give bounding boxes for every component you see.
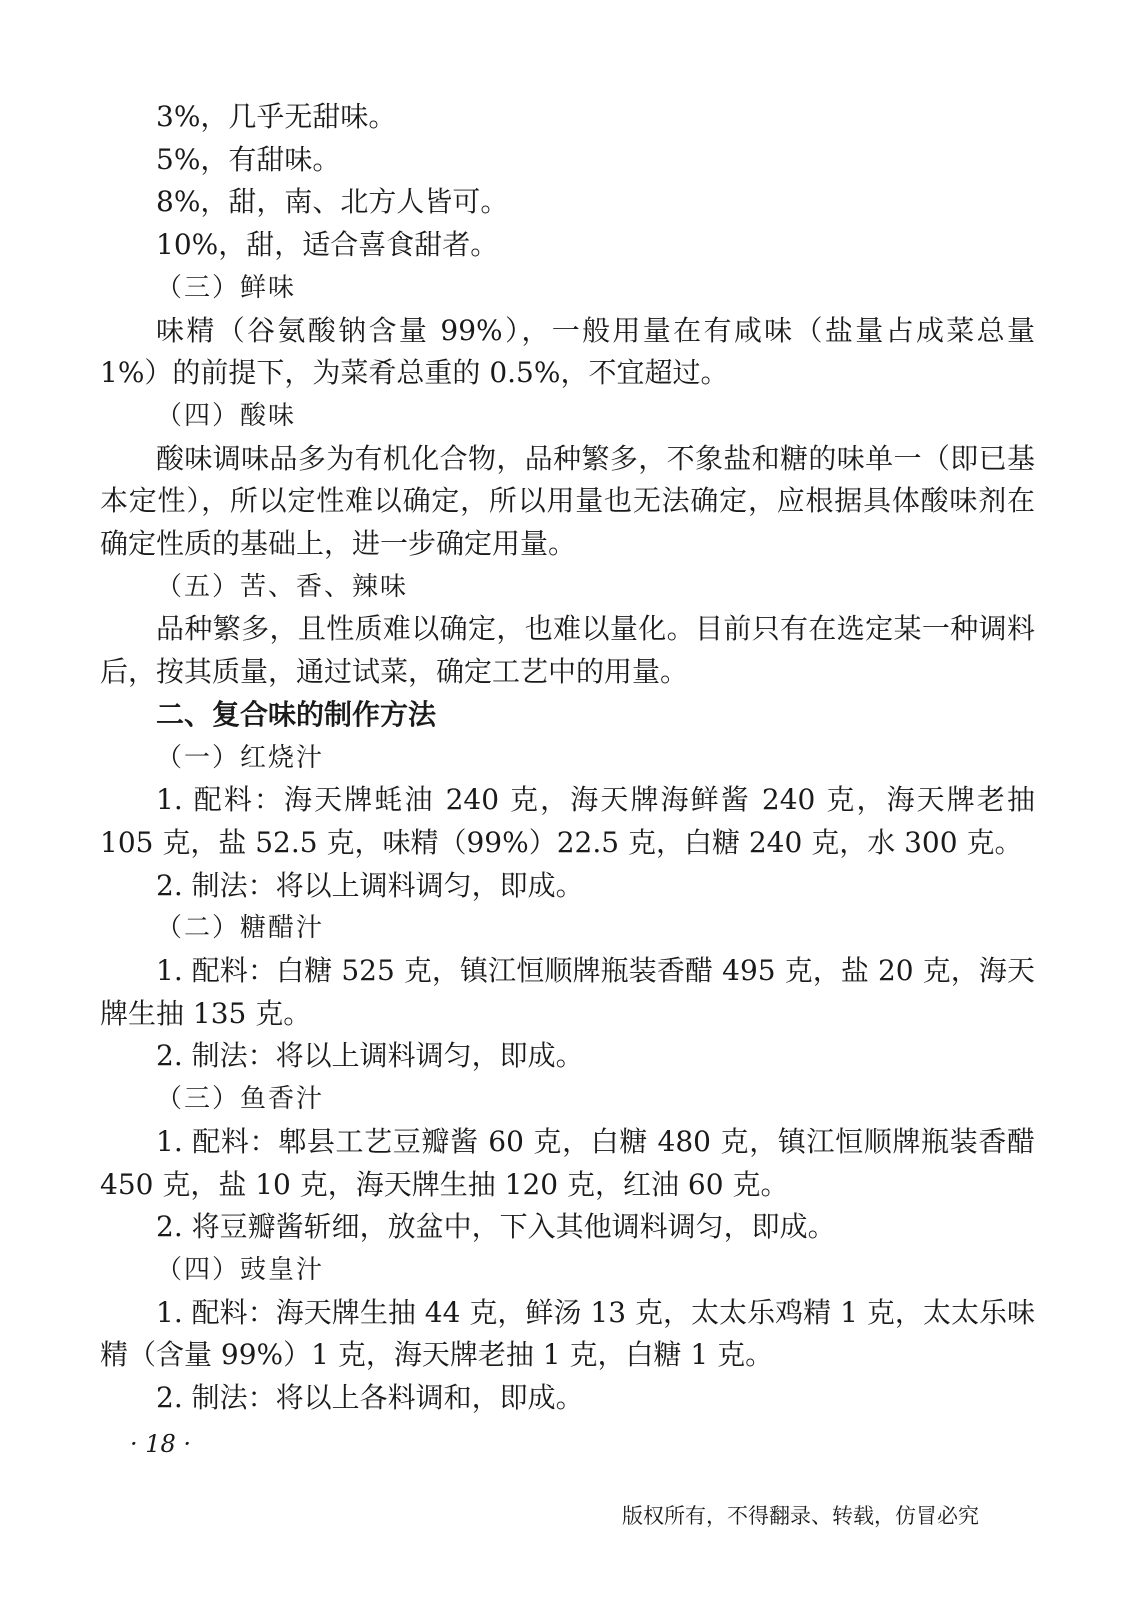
paragraph: 10%，甜，适合喜食甜者。 — [156, 228, 499, 262]
paragraph: 味精（谷氨酸钠含量 99%），一般用量在有咸味（盐量占成菜总量 1%）的前提下，为菜肴总重的 0.5%，不宜超过。 — [100, 313, 1035, 390]
paragraph: 1. 配料：郫县工艺豆瓣酱 60 克，白糖 480 克，镇江恒顺牌瓶装香醋 450 克，盐 10 克，海天牌生抽 120 克，红油 60 克。 — [100, 1124, 1035, 1201]
paragraph: 2. 制法：将以上调料调匀，即成。 — [156, 1039, 584, 1073]
section-heading: （三）鱼香汁 — [156, 1084, 325, 1115]
section-heading: （一）红烧汁 — [156, 742, 325, 773]
paragraph: 2. 制法：将以上调料调匀，即成。 — [156, 868, 584, 902]
section-heading: （五）苦、香、辣味 — [156, 571, 409, 602]
paragraph: 1. 配料：海天牌生抽 44 克，鲜汤 13 克，太太乐鸡精 1 克，太太乐味精（含量 99%）1 克，海天牌老抽 1 克，白糖 1 克。 — [100, 1295, 1035, 1372]
section-heading: （四）酸味 — [156, 400, 297, 431]
section-heading: （三）鲜味 — [156, 272, 297, 303]
paragraph: 1. 配料：白糖 525 克，镇江恒顺牌瓶装香醋 495 克，盐 20 克，海天牌生抽 135 克。 — [100, 954, 1035, 1030]
section-heading: （二）糖醋汁 — [156, 913, 325, 944]
paragraph: 8%，甜，南、北方人皆可。 — [156, 185, 509, 219]
paragraph: 3%，几乎无甜味。 — [156, 100, 397, 133]
chapter-heading: 二、复合味的制作方法 — [156, 697, 437, 731]
page-body — [100, 96, 1035, 1420]
section-heading: （四）豉皇汁 — [156, 1254, 325, 1285]
paragraph: 2. 将豆瓣酱斩细，放盆中，下入其他调料调匀，即成。 — [156, 1210, 836, 1244]
paragraph: 品种繁多，且性质难以确定，也难以量化。目前只有在选定某一种调料后，按其质量，通过试菜，确定工艺中的用量。 — [100, 612, 1035, 689]
copyright-notice: 版权所有，不得翻录、转载，仿冒必究 — [622, 1504, 979, 1528]
paragraph: 2. 制法：将以上各料调和，即成。 — [156, 1381, 584, 1415]
paragraph: 5%，有甜味。 — [156, 142, 341, 176]
page-number: · 18 · — [130, 1430, 192, 1458]
paragraph: 酸味调味品多为有机化合物，品种繁多，不象盐和糖的味单一（即已基本定性），所以定性难以确定，所以用量也无法确定，应根据具体酸味剂在确定性质的基础上，进一步确定用量。 — [100, 441, 1035, 561]
paragraph: 1. 配料：海天牌蚝油 240 克，海天牌海鲜酱 240 克，海天牌老抽 105 克，盐 52.5 克，味精（99%）22.5 克，白糖 240 克，水 300 克。 — [100, 783, 1035, 859]
